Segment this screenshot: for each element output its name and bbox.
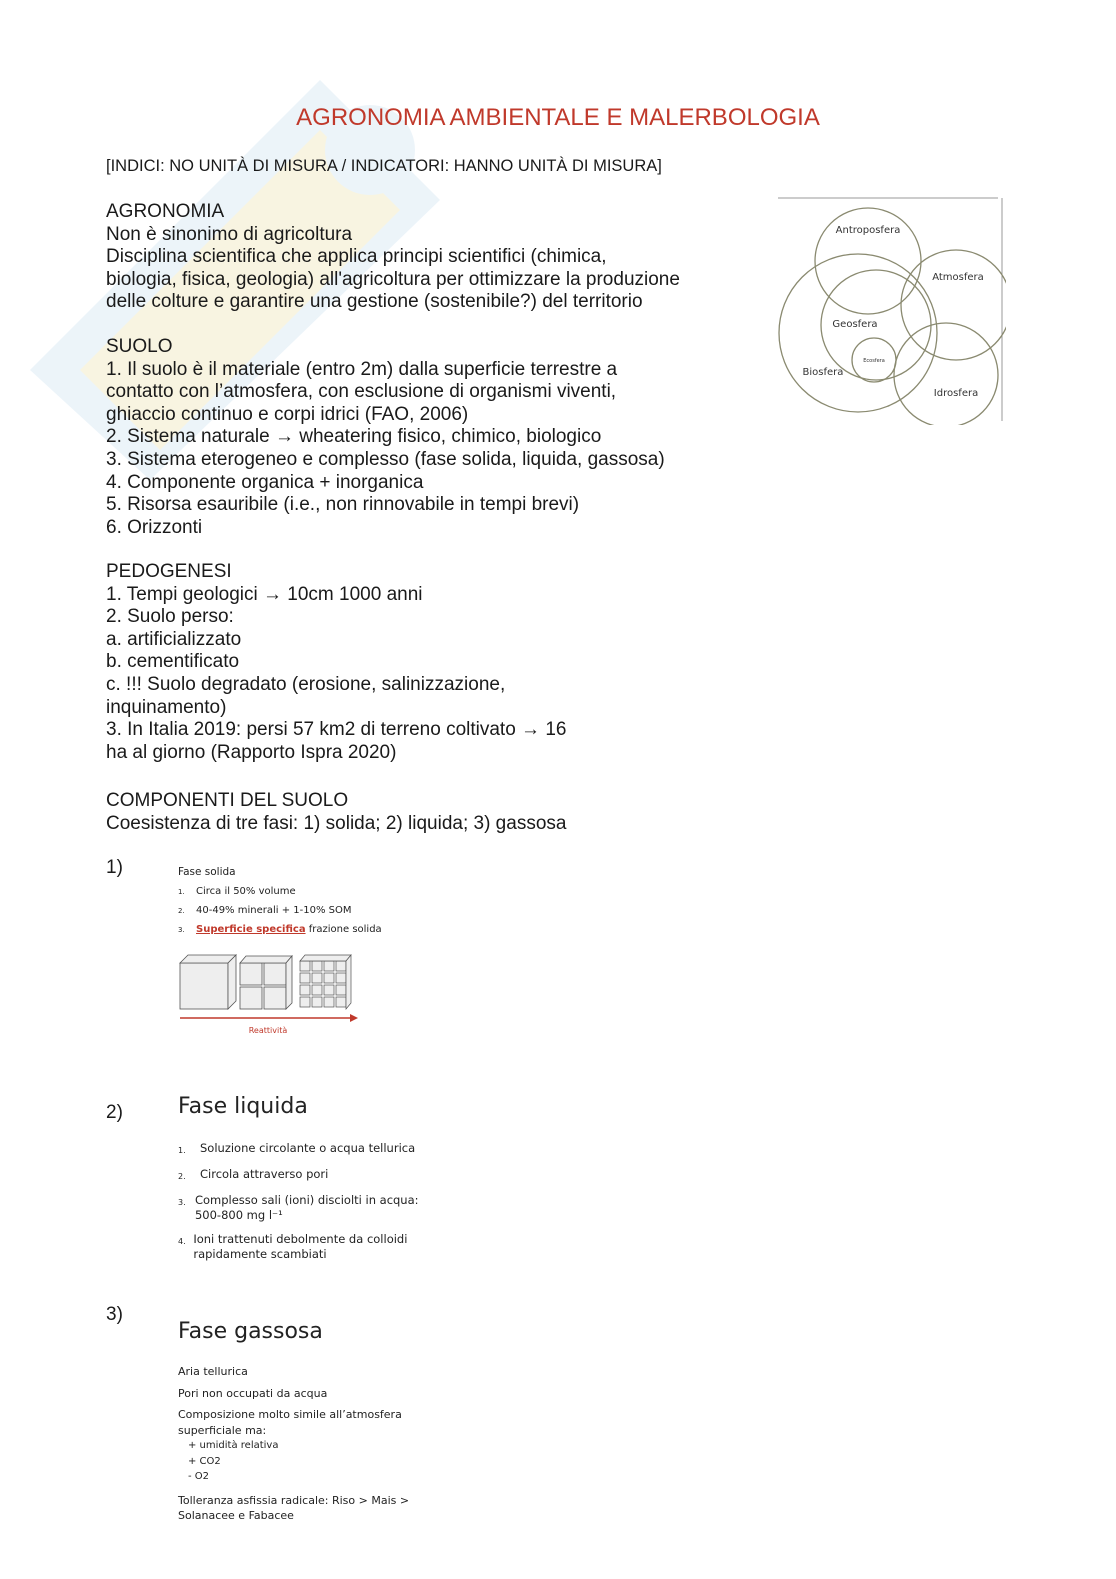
text-line: 3. Sistema eterogeneo e complesso (fase solida, liquida, gassosa): [106, 448, 665, 470]
text-line: 2. Sistema naturale → wheatering fisico, chimico, biologico: [106, 426, 602, 448]
slide-title: Fase liquida: [178, 1094, 308, 1119]
label-ecosfera: Ecosfera: [863, 358, 885, 364]
cubes-illustration: [178, 951, 368, 1041]
text-line: Disciplina scientifica che applica principi scientifici (chimica,: [106, 246, 607, 268]
text-line: 5. Risorsa esauribile (i.e., non rinnovabile in tempi brevi): [106, 494, 580, 516]
label-atmosfera: Atmosfera: [932, 272, 984, 283]
text-line: 1. Il suolo è il materiale (entro 2m) dalla superficie terrestre a: [106, 358, 618, 380]
section-heading: SUOLO: [106, 336, 173, 357]
section-pedogenesi: [106, 561, 566, 764]
text-line: contatto con l’atmosfera, con esclusione di organismi viventi,: [106, 381, 617, 403]
sub-item: + umidità relativa: [188, 1440, 279, 1451]
slide-fase-liquida: [178, 1094, 438, 1271]
text-line: 1. Tempi geologici → 10cm 1000 anni: [106, 583, 423, 605]
text-line: Composizione molto simile all’atmosfera superficiale ma:: [178, 1408, 402, 1437]
text-line: biologia, fisica, geologia) all'agricoltura per ottimizzare la produzione: [106, 268, 680, 290]
arrow-label: Reattività: [248, 1026, 288, 1035]
text-line: a. artificializzato: [106, 628, 242, 650]
section-suolo: [106, 336, 665, 539]
slide-title: Fase gassosa: [178, 1319, 323, 1344]
list-item: 3. Superficie specifica frazione solida: [178, 924, 382, 935]
text-line: c. !!! Suolo degradato (erosione, salinizzazione,: [106, 673, 506, 695]
sub-item: + CO2: [188, 1455, 221, 1467]
text-line: b. cementificato: [106, 651, 240, 673]
text-line: inquinamento): [106, 696, 227, 718]
list-item: 1. Soluzione circolante o acqua tellurica: [178, 1141, 416, 1155]
text-line: delle colture e garantire una gestione (sostenibile?) del territorio: [106, 291, 643, 313]
slide-fase-gassosa: [178, 1319, 418, 1530]
units-note: [INDICI: NO UNITÀ DI MISURA / INDICATORI: HANNO UNITÀ DI MISURA]: [106, 157, 662, 175]
phase-number-2: 2): [106, 1102, 123, 1123]
label-idrosfera: Idrosfera: [933, 388, 979, 399]
slide-fase-solida: [178, 866, 382, 1045]
text-line: Tolleranza asfissia radicale: Riso > Mais > Solanacee e Fabacee: [178, 1493, 410, 1522]
list-item: 2. Circola attraverso pori: [178, 1167, 329, 1181]
text-line: 3. In Italia 2019: persi 57 km2 di terreno coltivato → 16: [106, 719, 567, 741]
text-line: ha al giorno (Rapporto Ispra 2020): [106, 741, 397, 763]
text-line: 6. Orizzonti: [106, 516, 203, 538]
list-item: 2. 40-49% minerali + 1-10% SOM: [178, 905, 352, 916]
text-line: 4. Componente organica + inorganica: [106, 471, 424, 493]
phase-number-1: 1): [106, 857, 123, 878]
spheres-venn-diagram: [776, 195, 1006, 425]
section-heading: AGRONOMIA: [106, 201, 225, 222]
text-line: 2. Suolo perso:: [106, 606, 234, 628]
label-antroposfera: Antroposfera: [835, 225, 901, 236]
list-item: 1. Circa il 50% volume: [178, 886, 296, 897]
section-heading: COMPONENTI DEL SUOLO: [106, 790, 349, 811]
section-heading: PEDOGENESI: [106, 561, 232, 582]
text-line: Pori non occupati da acqua: [178, 1386, 328, 1400]
list-item: 3. Complesso sali (ioni) disciolti in acqua: 500-800 mg l⁻¹: [178, 1193, 419, 1222]
list-item: 4. Ioni trattenuti debolmente da colloidi rapidamente scambiati: [178, 1232, 408, 1261]
sub-item: - O2: [188, 1471, 210, 1482]
text-line: Aria tellurica: [178, 1365, 248, 1378]
page-title: AGRONOMIA AMBIENTALE E MALERBOLOGIA: [296, 104, 820, 131]
label-biosfera: Biosfera: [802, 367, 844, 378]
text-line: Coesistenza di tre fasi: 1) solida; 2) liquida; 3) gassosa: [106, 812, 567, 834]
section-agronomia: [106, 201, 680, 314]
label-geosfera: Geosfera: [832, 319, 878, 330]
phase-number-3: 3): [106, 1304, 123, 1325]
slide-title: Fase solida: [178, 866, 236, 878]
text-line: Non è sinonimo di agricoltura: [106, 223, 353, 245]
section-componenti: [106, 790, 566, 835]
text-line: ghiaccio continuo e corpi idrici (FAO, 2006): [106, 403, 469, 425]
